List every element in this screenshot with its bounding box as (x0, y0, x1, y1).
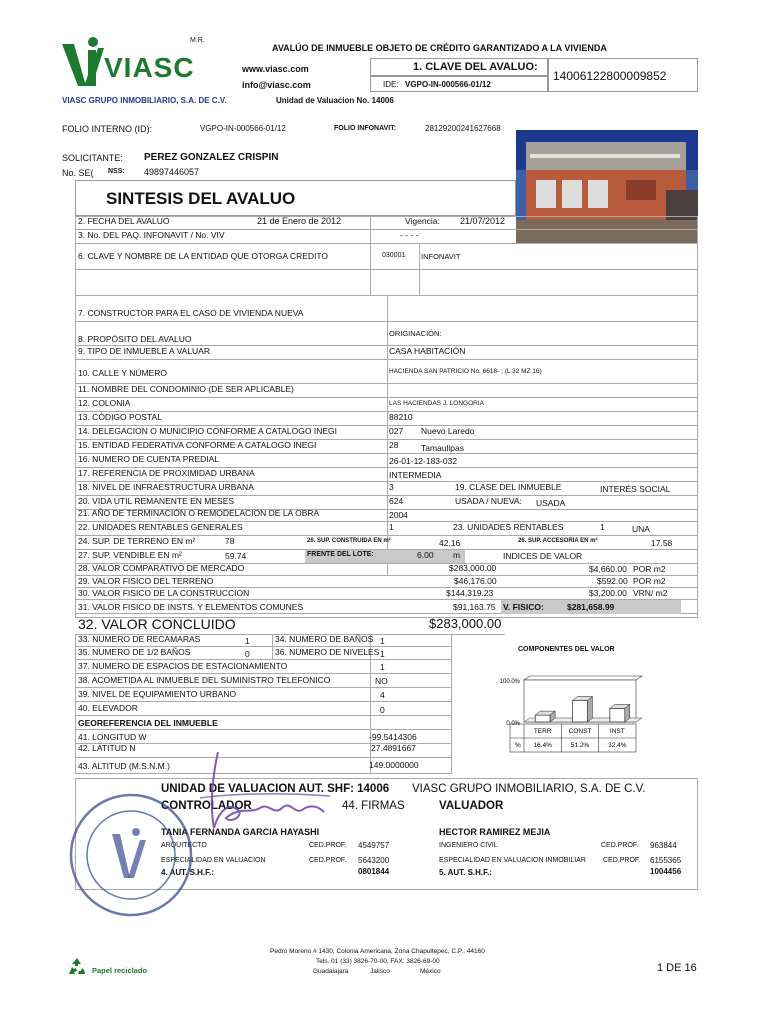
controlador-prof: ARQUITECTO (161, 842, 207, 849)
municipio-code: 027 (389, 426, 404, 436)
usada-label: USADA / NUEVA: (455, 496, 522, 506)
bar-inst (610, 708, 625, 722)
chart-title: COMPONENTES DEL VALOR (518, 646, 615, 653)
sup-accesoria-value: 17.58 (651, 538, 673, 548)
longitud-value: -99.5414306 (369, 732, 417, 742)
telefono-label: 38. ACOMETIDA AL INMUEBLE DEL SUMINISTRO TELEFONICO (78, 675, 331, 685)
proximidad-label: 17. REFERENCIA DE PROXIMIDAD URBANA (78, 468, 255, 478)
controlador-heading: CONTROLADOR (161, 800, 252, 812)
entidad-code: 030001 (382, 252, 406, 259)
municipio-value: Nuevo Laredo (421, 426, 475, 436)
latitud-label: 42. LATITUD N (78, 743, 136, 753)
row-predial (75, 454, 698, 468)
cp-value: 88210 (389, 412, 413, 422)
row-blank (75, 270, 698, 296)
seal-icon (66, 790, 196, 920)
controlador-ced2-label: CED.PROF. (309, 857, 347, 864)
ide-value: VGPO-IN-000566-01/12 (405, 80, 491, 89)
controlador-ced: 4549757 (358, 841, 390, 850)
firmas-label: 44. FIRMAS (342, 800, 405, 812)
recamaras-value: 1 (245, 636, 250, 646)
row-unidades (75, 522, 698, 536)
row-elevador (75, 702, 452, 716)
unidades-rentables-label: 23. UNIDADES RENTABLES (453, 522, 564, 532)
controlador-ced-label: CED.PROF. (309, 842, 347, 849)
controlador-aut: 0801844 (358, 867, 390, 876)
row-fecha (75, 216, 698, 230)
row-vendible (75, 550, 698, 564)
ide-box (370, 76, 548, 92)
value-label: 32.4% (608, 742, 627, 749)
row-georef (75, 716, 452, 730)
vigencia-value: 21/07/2012 (460, 216, 506, 226)
entidad-fed-code: 28 (389, 440, 399, 450)
vida-util-value: 624 (389, 496, 404, 506)
georef-heading: GEOREFERENCIA DEL INMUEBLE (78, 718, 218, 728)
unidades-value: 1 (389, 522, 394, 532)
paq-value: - - - - (400, 230, 419, 240)
bar-side-const (587, 696, 592, 722)
construccion-label: 30. VALOR FISICO DE LA CONSTRUCCION (78, 588, 250, 598)
sintesis-title-box (75, 180, 516, 216)
valuador-ced2-label: CED.PROF. (603, 857, 641, 864)
sintesis-title: SINTESIS DEL AVALUO (106, 189, 296, 208)
viasc-logo (60, 36, 200, 96)
row-instalaciones (75, 600, 698, 614)
row-estacionamiento (75, 660, 452, 674)
footer-country: México (420, 968, 441, 975)
sup-vendible-label: 27. SUP. VENDIBLE EN m² (78, 550, 182, 560)
sup-terreno-label: 24. SUP. DE TERRENO EN m² (78, 536, 196, 546)
controlador-ced2: 5643200 (358, 856, 390, 865)
instalaciones-value: $91,163.75 (453, 602, 496, 612)
valuador-aut-label: 5. AUT. S.H.F.: (439, 868, 493, 877)
nss-value: 49897446057 (144, 167, 200, 177)
row-paq-infonavit (75, 230, 698, 244)
category-label: TERR (533, 728, 552, 735)
recycle-icon (66, 956, 88, 978)
row-equipamiento (75, 688, 452, 702)
valuador-aut: 1004456 (650, 867, 682, 876)
condominio-label: 11. NOMBRE DEL CONDOMINIO (DE SER APLICABLE) (78, 384, 294, 394)
row-construccion (75, 588, 698, 600)
v-fisico-value: $281,658.99 (567, 602, 615, 612)
folio-interno-value: VGPO-IN-000566-01/12 (200, 124, 286, 133)
recamaras-label: 33. NUMERO DE RECAMARAS (78, 634, 201, 644)
equipamiento-label: 39. NIVEL DE EQUIPAMIENTO URBANO (78, 689, 237, 699)
page-number: 1 DE 16 (657, 962, 697, 974)
colonia-value: LAS HACIENDAS J. LONGORIA (389, 400, 484, 407)
terreno-value: $46,176.00 (454, 576, 497, 586)
clave-label: 1. CLAVE DEL AVALUO: (413, 61, 538, 73)
banos-value: 1 (380, 636, 385, 646)
unidad-aut: UNIDAD DE VALUACION AUT. SHF: 14006 (161, 783, 390, 795)
row-comparativo (75, 564, 698, 576)
website: www.viasc.com (242, 64, 309, 74)
comparativo-label: 28. VALOR COMPARATIVO DE MERCADO (78, 563, 245, 573)
y-tick-label: 0.0% (506, 721, 520, 727)
tipo-value: CASA HABITACIÓN (389, 346, 466, 356)
unidades-rentables-text: UNA (632, 524, 650, 534)
folio-interno-label: FOLIO INTERNO (ID): (62, 124, 152, 134)
predial-value: 26-01-12-183-032 (389, 456, 458, 466)
category-label: INST (609, 728, 625, 735)
signature (190, 748, 340, 838)
frente-value: 6.00 (417, 550, 434, 560)
company-name: VIASC GRUPO INMOBILIARIO, S.A. DE C.V. (62, 96, 227, 105)
solicitante-label: SOLICITANTE: (62, 153, 123, 163)
value-label: 51.2% (570, 742, 590, 749)
sup-construida-label: 26. SUP. CONSTRUIDA EN m² (307, 538, 391, 544)
row-cp (75, 412, 698, 426)
sup-vendible-value: 59.74 (225, 551, 247, 561)
row-infraestructura (75, 482, 698, 496)
sup-accesoria-label: 26. SUP. ACCESORIA EN m² (518, 538, 598, 544)
clave-value: 14006122800009852 (553, 69, 667, 83)
empresa-firmas: VIASC GRUPO INMOBILIARIO, S.A. DE C.V. (412, 783, 646, 795)
footer-address-2: Tels. 01 (33) 3826-70-00, FAX: 3826-69-00 (316, 958, 440, 965)
proposito-label: 8. PROPÓSITO DEL AVALUO (78, 334, 192, 344)
clave-value-box (548, 58, 698, 92)
comparativo-unit: POR m2 (633, 564, 666, 574)
frente-unit: m (453, 550, 461, 560)
colonia-label: 12. COLONIA (78, 398, 131, 408)
proposito-value: ORIGINACIÓN: (389, 329, 442, 338)
componentes-chart (470, 640, 670, 760)
clase-label: 19. CLASE DEL INMUEBLE (455, 482, 562, 492)
infraestructura-value: 3 (389, 482, 394, 492)
banos-label: 34. NUMERO DE BAÑOS (275, 634, 374, 644)
usada-value: USADA (536, 498, 566, 508)
v-fisico-label: V. FISICO: (503, 602, 544, 612)
nss-prefix: No. SE( (62, 168, 94, 178)
solicitante-name: PEREZ GONZALEZ CRISPIN (144, 152, 279, 163)
row-colonia (75, 398, 698, 412)
constructor-label: 7. CONSTRUCTOR PARA EL CASO DE VIVIENDA NUEVA (78, 308, 304, 318)
valor-concluido-box (75, 616, 505, 635)
footer-city: Guadalajara (313, 968, 349, 975)
cp-label: 13. CÓDIGO POSTAL (78, 412, 162, 422)
anio-obra-value: 2004 (389, 510, 408, 520)
predial-label: 16. NUMERO DE CUENTA PREDIAL (78, 454, 220, 464)
construccion-unit: VRN/ m2 (633, 588, 668, 598)
nss-label: NSS: (108, 168, 125, 175)
ide-label: IDE: (383, 80, 399, 89)
controlador-esp: ESPECIALIDAD EN VALUACION (161, 857, 266, 864)
signature-icon (190, 748, 340, 838)
frente-box (305, 550, 465, 563)
municipio-label: 14. DELEGACION O MUNICIPIO CONFORME A CATALOGO INEGI (78, 426, 337, 436)
row-terreno (75, 576, 698, 588)
equipamiento-value: 4 (380, 690, 385, 700)
latitud-value: 27.4891667 (371, 743, 416, 753)
telefono-value: NO (375, 676, 388, 686)
row-condominio (75, 384, 698, 398)
tipo-label: 9. TIPO DE INMUEBLE A VALUAR (78, 346, 210, 356)
category-label: CONST (568, 728, 592, 735)
row-anio-obra (75, 510, 698, 522)
instalaciones-label: 31. VALOR FISICO DE INSTS. Y ELEMENTOS COMUNES (78, 602, 304, 612)
sup-construida-value: 42.16 (439, 538, 461, 548)
estacionamiento-label: 37. NUMERO DE ESPACIOS DE ESTACIONAMIENTO (78, 661, 288, 671)
estacionamiento-value: 1 (380, 662, 385, 672)
terreno-index: $592.00 (597, 576, 628, 586)
elevador-label: 40. ELEVADOR (78, 703, 138, 713)
value-label: 16.4% (533, 742, 552, 749)
valuador-ced-label: CED.PROF. (601, 842, 639, 849)
construccion-value: $144,319.23 (446, 588, 494, 598)
unidades-rentables-value: 1 (600, 522, 605, 532)
y-tick-label: 100.0% (499, 679, 520, 685)
document-title: AVALÚO DE INMUEBLE OBJETO DE CRÉDITO GARANTIZADO A LA VIVIENDA (272, 43, 607, 53)
row-entidad (75, 244, 698, 270)
footer-state: Jalisco (370, 968, 390, 975)
row-longitud (75, 730, 452, 744)
comparativo-index: $4,660.00 (589, 564, 627, 574)
entidad-fed-label: 15. ENTIDAD FEDERATIVA CONFORME A CATALOGO INEGI (78, 440, 317, 450)
valuador-ced: 963844 (650, 841, 677, 850)
vigencia-label: Vigencia: (405, 216, 440, 226)
calle-value: HACIENDA SAN PATRICIO No. 6618- ; (L 32 MZ 16) (389, 368, 542, 375)
clase-value: INTERÉS SOCIAL (600, 484, 671, 494)
v-fisico-box (501, 600, 681, 614)
row-telefono (75, 674, 452, 688)
valor-concluido-value: $283,000.00 (429, 616, 502, 631)
official-seal (66, 790, 196, 920)
plot-top (524, 676, 642, 680)
unidades-label: 22. UNIDADES RENTABLES GENERALES (78, 522, 243, 532)
row-recamaras (75, 634, 452, 647)
longitud-label: 41. LONGITUD W (78, 732, 147, 742)
row-calle (75, 360, 698, 384)
folio-infonavit-label: FOLIO INFONAVIT: (334, 125, 397, 132)
vida-util-label: 20. VIDA UTIL REMANENTE EN MESES (78, 496, 235, 506)
mr-mark: M.R. (190, 37, 205, 44)
row-entidad-fed (75, 440, 698, 454)
infraestructura-label: 18. NIVEL DE INFRAESTRUCTURA URBANA (78, 482, 254, 492)
frente-label: FRENTE DEL LOTE: (307, 551, 374, 558)
email: info@viasc.com (242, 80, 311, 90)
indices-label: INDICES DE VALOR (503, 551, 583, 561)
bar-const (573, 700, 588, 722)
unidad-valuacion: Unidad de Valuacion No. 14006 (276, 96, 394, 105)
terreno-label: 29. VALOR FISICO DEL TERRENO (78, 576, 214, 586)
valor-concluido-label: 32. VALOR CONCLUIDO (78, 616, 236, 632)
fecha-label: 2. FECHA DEL AVALUO (78, 216, 170, 226)
folio-infonavit-value: 28129200241627668 (425, 124, 501, 133)
construccion-index: $3,200.00 (589, 588, 627, 598)
niveles-value: 1 (380, 649, 385, 659)
fecha-value: 21 de Enero de 2012 (257, 216, 342, 226)
valuador-esp: ESPECIALIDAD EN VALUACION INMOBILIAR (439, 857, 586, 864)
anio-obra-label: 21. AÑO DE TERMINACIÓN O REMODELACION DE LA OBRA (78, 508, 320, 518)
paq-label: 3. No. DEL PAQ. INFONAVIT / No. VIV (78, 230, 225, 240)
chart-svg (470, 640, 670, 760)
valuador-prof: INGENIERO CIVIL (439, 842, 498, 849)
controlador-name: TANIA FERNANDA GARCIA HAYASHI (161, 827, 320, 837)
valuador-heading: VALUADOR (439, 800, 504, 812)
altitud-value: 149.0000000 (369, 760, 419, 770)
altitud-label: 43. ALTITUD (M.S.N.M.) (78, 761, 170, 771)
recycled-paper-label: Papel reciclado (92, 966, 148, 975)
row-municipio (75, 426, 698, 440)
logo-text: VIASC (104, 52, 195, 83)
row-superficies (75, 536, 698, 550)
calle-label: 10. CALLE Y NÚMERO (78, 368, 167, 378)
medios-banos-value: 0 (245, 649, 250, 659)
elevador-value: 0 (380, 705, 385, 715)
clave-label-box (370, 58, 548, 76)
row-proximidad (75, 468, 698, 482)
entidad-fed-value: Tamaulipas (421, 443, 464, 453)
row-proposito (75, 322, 698, 346)
comparativo-value: $283,000.00 (449, 563, 497, 573)
footer-address-1: Pedro Moreno # 1430, Colonia Americana, Zona Chapultepec, C.P.: 44160 (270, 948, 485, 955)
entidad-label: 6. CLAVE Y NOMBRE DE LA ENTIDAD QUE OTORGA CREDITO (78, 251, 329, 261)
row-medios-banos (75, 647, 452, 660)
controlador-aut-label: 4. AUT. S.H.F.: (161, 868, 215, 877)
percent-row-label: % (515, 742, 521, 749)
proximidad-value: INTERMEDIA (389, 470, 442, 480)
sup-terreno-value: 78 (225, 536, 235, 546)
row-tipo (75, 346, 698, 360)
terreno-unit: POR m2 (633, 576, 666, 586)
niveles-label: 36. NUMERO DE NIVELES (275, 647, 380, 657)
entidad-name: INFONAVIT (421, 252, 461, 261)
row-constructor (75, 296, 698, 322)
bar-terr (535, 715, 550, 722)
valuador-ced2: 6155365 (650, 856, 682, 865)
valuador-name: HECTOR RAMIREZ MEJIA (439, 827, 551, 837)
medios-banos-label: 35. NUMERO DE 1/2 BAÑOS (78, 647, 191, 657)
